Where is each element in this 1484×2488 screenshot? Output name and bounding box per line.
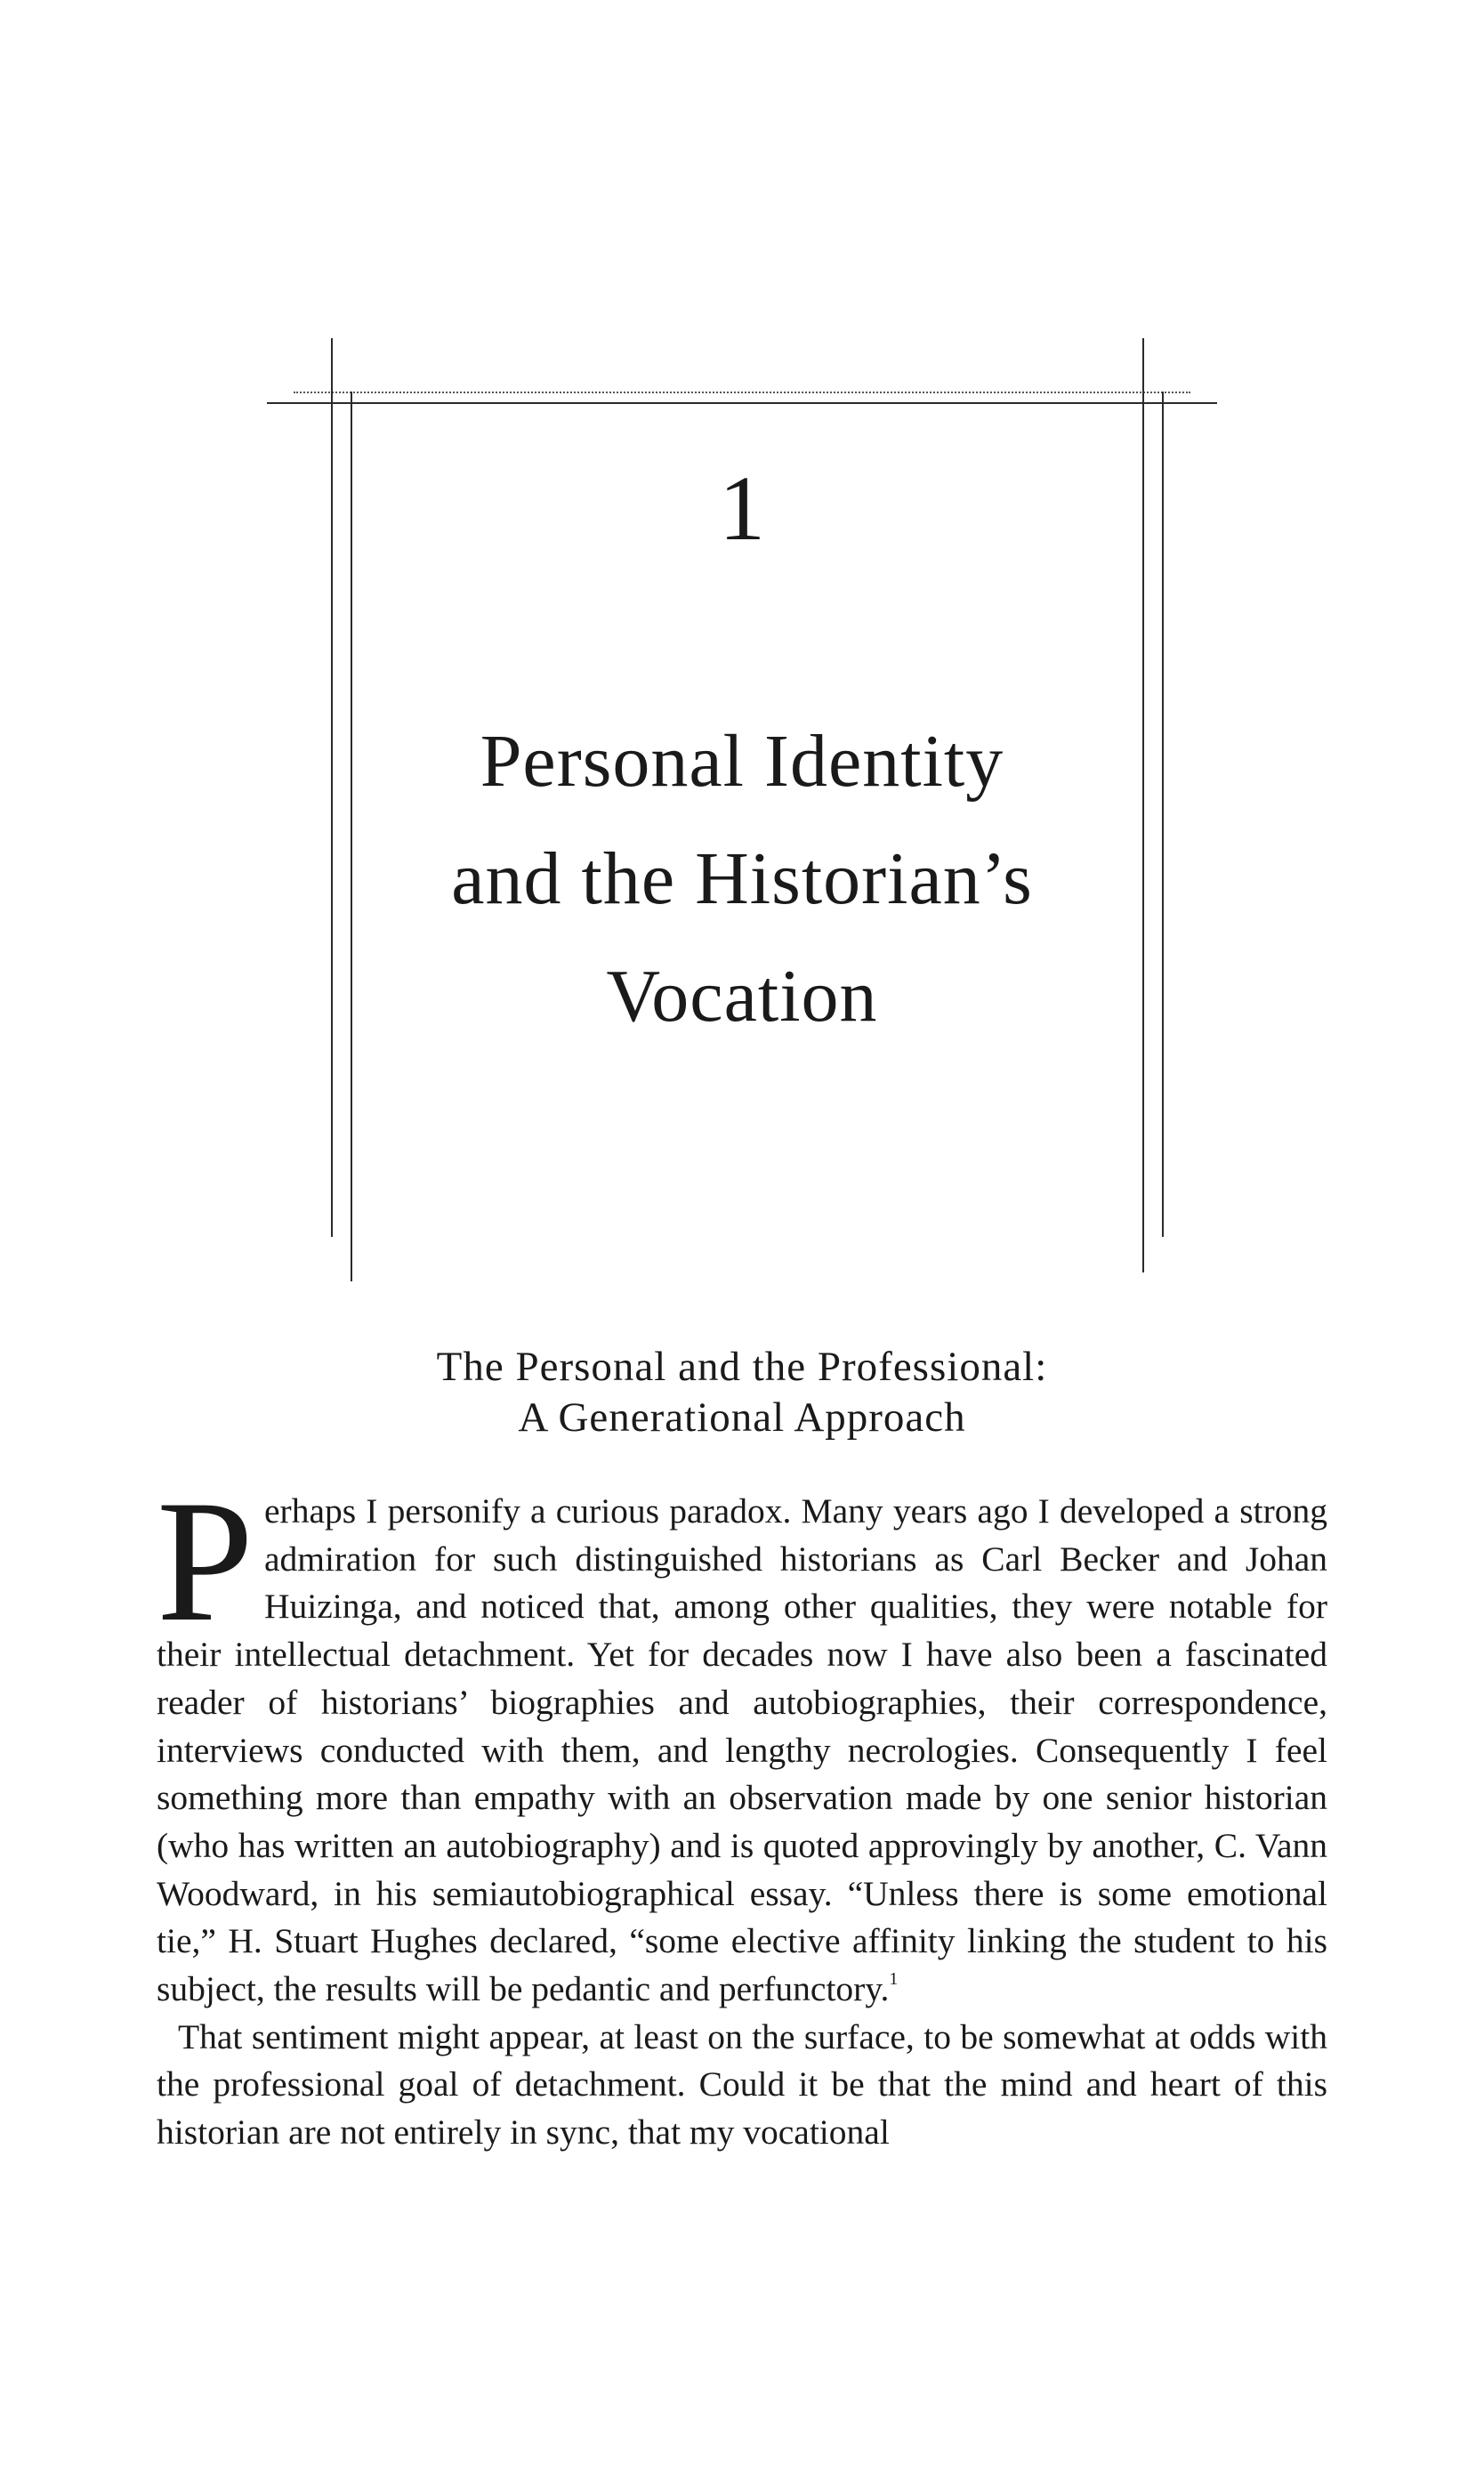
section-heading-line-2: A Generational Approach — [518, 1394, 966, 1441]
chapter-title-line-3: Vocation — [606, 955, 878, 1038]
section-heading-line-1: The Personal and the Professional: — [436, 1344, 1048, 1390]
paragraph-1-text: erhaps I personify a curious paradox. Many years ago I developed a strong admiration for such distinguished historians as Carl Becker and Johan Huizinga, and noticed that, among other qualities, they were notable for their intellectual detachment. Yet for decades now I have also been a fascinated reader of historians’ biographies and autobiographies, their correspondence, interviews conducted with them, and lengthy necrologies. Consequently I feel something more than empathy with an observation made by one senior historian (who has written an autobiography) and is quoted approvingly by another, C. Vann Woodward, in his semiautobiographical essay. “Unless there is some emotional tie,” H. Stuart Hughes declared, “some elective affinity linking the student to his subject, the results will be pedantic and perfunctory. — [157, 1491, 1327, 2009]
section-heading — [178, 1342, 1306, 1443]
footnote-marker[interactable]: 1 — [889, 1969, 899, 1990]
paragraph-1 — [157, 1465, 1327, 2014]
chapter-number: 1 — [719, 457, 765, 560]
frame-top-dotted-rule — [294, 392, 1190, 393]
chapter-title-line-1: Personal Identity — [480, 720, 1004, 803]
chapter-title — [302, 703, 1182, 1055]
paragraph-2: That sentiment might appear, at least on the surface, to be somewhat at odds with the professional goal of detachment. Could it be that the mind and heart of this historian are not entirely in sync, that my vocational — [157, 2016, 1327, 2153]
body-text — [157, 1465, 1327, 2157]
frame-top-rule — [267, 402, 1217, 404]
drop-cap: P — [157, 1465, 254, 1658]
chapter-title-line-2: and the Historian’s — [451, 837, 1033, 920]
